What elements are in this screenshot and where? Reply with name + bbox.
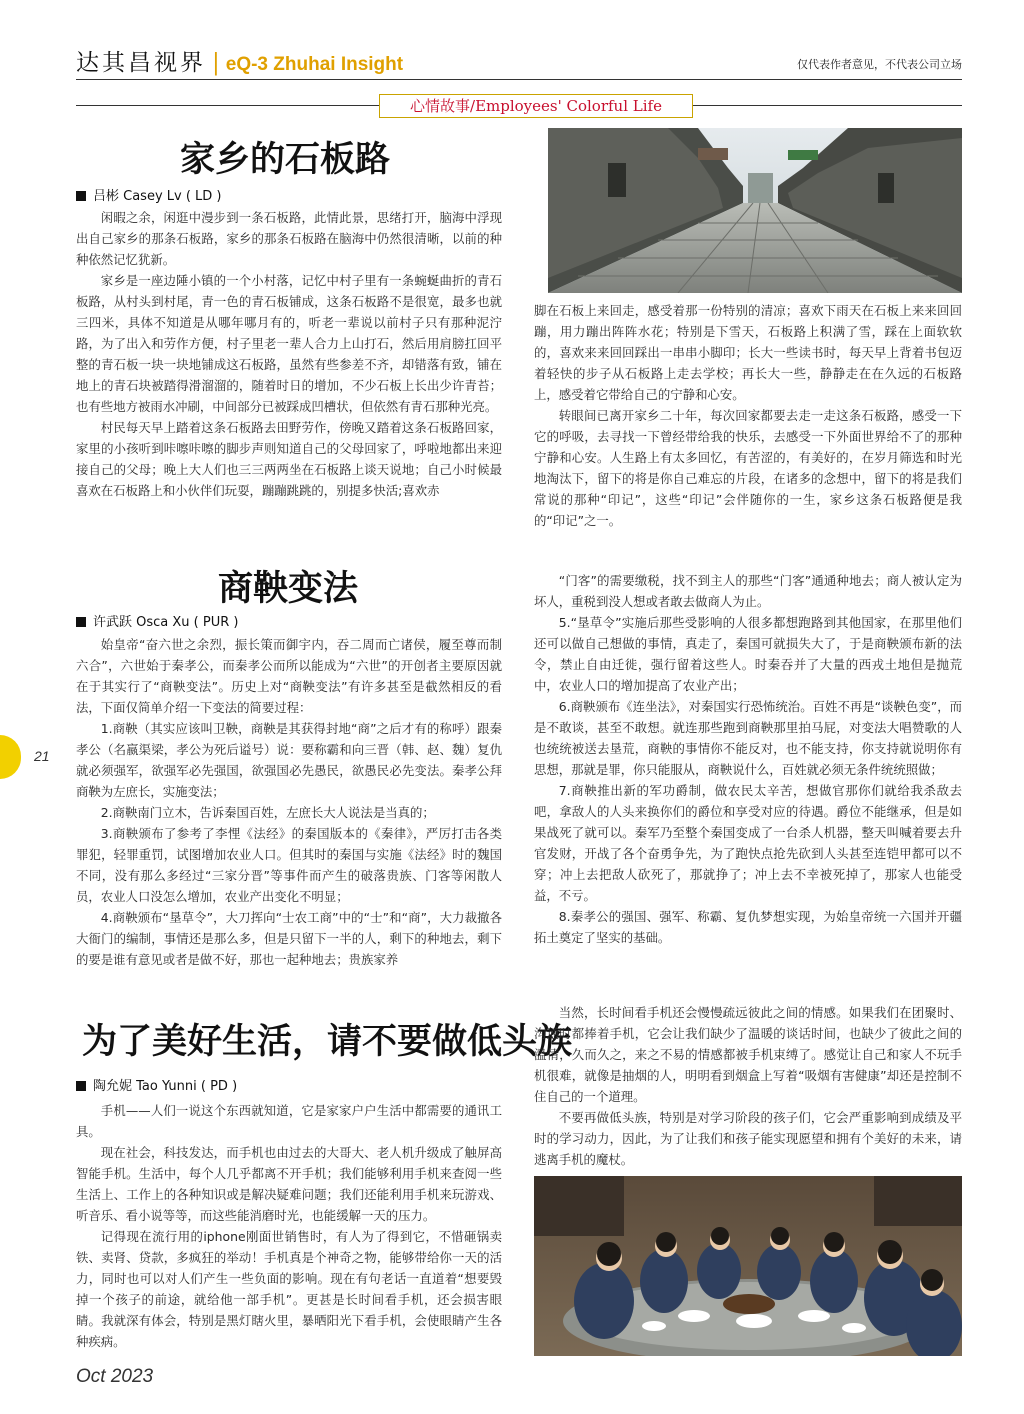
- paragraph: 手机——人们一说这个东西就知道，它是家家户户生活中都需要的通讯工具。: [76, 1103, 502, 1139]
- paragraph: 6.商鞅颁布《连坐法》，对秦国实行恐怖统治。百姓不再是“谈鞅色变”，而是不敢谈，甚至不敢想。就连那些跑到商鞅那里拍马屁，对变法大唱赞歌的人也统统被送去垦荒，商鞅的事情你不能反对，也不能支持，你支持就说明你有思想，那就是罪，你只能服从，商鞅说什么，百姓就必须无条件统统照做；: [534, 699, 962, 777]
- paragraph: 8.秦孝公的强国、强军、称霸、复仇梦想实现，为始皇帝统一六国并开疆拓土奠定了坚实的基础。: [534, 909, 962, 945]
- article-column: [76, 1100, 502, 1360]
- paragraph: 转眼间已离开家乡二十年，每次回家都要去走一走这条石板路，感受一下它的呼吸，去寻找一下曾经带给我的快乐，去感受一下外面世界给不了的那种宁静和心安。人生路上有太多回忆，有苦涩的，有美好的，在岁月筛选和时光地淘汰下，留下的将是你自己难忘的片段，在诸多的念想中，留下的将是我们常说的那种“印记”，这些“印记”会伴随你的一生，家乡这条石板路便是我的“印记”之一。: [534, 408, 962, 528]
- author-bullet: [76, 1081, 86, 1091]
- paragraph: 不要再做低头族，特别是对学习阶段的孩子们，它会严重影响到成绩及平时的学习动力，因此，为了让我们和孩子能实现愿望和拥有个美好的未来，请逃离手机的魔杖。: [534, 1110, 962, 1167]
- article-column: [76, 634, 502, 984]
- paragraph: 7.商鞅推出新的军功爵制，做农民太辛苦，想做官那你们就给我杀敌去吧，拿敌人的人头来换你们的爵位和享受对应的待遇。爵位不能继承，但是如果战死了就可以。秦军乃至整个秦国变成了一台杀人机器，整天叫喊着要去升官发财，开战了各个奋勇争先，为了跑快点抢先砍到人头甚至连铠甲都可以不穿；冲上去把敌人砍死了，那就挣了；冲上去不幸被死掉了，那家人也能受益，不亏。: [534, 783, 962, 903]
- page-number: 21: [34, 748, 50, 764]
- page-tab: [0, 735, 21, 779]
- column-title: 心情故事/Employees' Colorful Life: [379, 94, 693, 118]
- author-line: [76, 611, 238, 630]
- paragraph: 始皇帝“奋六世之余烈，振长策而御宇内，吞二周而亡诸侯，履至尊而制六合”，六世始于秦孝公，而秦孝公而所以能成为“六世”的开创者主要原因就在于其实行了“商鞅变法”。历史上对“商鞅变法”有许多甚至是截然相反的看法，下面仅简单介绍一下变法的简要过程：: [76, 637, 502, 715]
- paragraph: 4.商鞅颁布“垦草令”，大刀挥向“士农工商”中的“士”和“商”，大力裁撤各大衙门的编制，事情还是那么多，但是只留下一半的人，剩下的种地去，剩下的要是谁有意见或者是做不好，那也一起种地去；贵族家养: [76, 910, 502, 967]
- author-name: 吕彬 Casey Lv ( LD ): [93, 189, 222, 204]
- article-title: 家乡的石板路: [180, 139, 391, 180]
- paragraph: 村民每天早上踏着这条石板路去田野劳作，傍晚又踏着这条石板路回家，家里的小孩听到咔嚓咔嚓的脚步声则知道自己的父母回家了，呼啦地都出来迎接自己的父母；晚上大人们也三三两两坐在石板路上谈天说地；自己小时候最喜欢在石板路上和小伙伴们玩耍，蹦蹦跳跳的，别提多快活;喜欢赤: [76, 420, 502, 498]
- stone-path-illustration: [548, 128, 962, 293]
- paragraph: 现在社会，科技发达，而手机也由过去的大哥大、老人机升级成了触屏高智能手机。生活中，每个人几乎都离不开手机；我们能够利用手机来查阅一些生活上、工作上的各种知识或是解决疑难问题；我们还能利用手机来玩游戏、听音乐、看小说等等，而这些能消磨时光，也能缓解一天的压力。: [76, 1145, 502, 1223]
- dinner-illustration: [534, 1176, 962, 1356]
- author-bullet: [76, 191, 86, 201]
- article-column: [534, 570, 962, 984]
- paragraph: 2.商鞅南门立木，告诉秦国百姓，左庶长大人说法是当真的；: [100, 805, 435, 820]
- paragraph: 3.商鞅颁布了参考了李悝《法经》的秦国版本的《秦律》，严厉打击各类罪犯，轻罪重罚，试图增加农业人口。但其时的秦国与实施《法经》时的魏国不同，没有那么多经过“三家分晋”等事件而产生的破落贵族、门客等闲散人员，农业人口没怎么增加，农业产出变化不明显；: [76, 826, 502, 904]
- author-line: [76, 185, 222, 204]
- header-rule: [76, 79, 962, 80]
- author-bullet: [76, 617, 86, 627]
- article-title: 商鞅变法: [218, 568, 359, 609]
- article-column: [76, 207, 502, 545]
- paragraph: 当然，长时间看手机还会慢慢疏远彼此之间的情感。如果我们在团聚时、沟通时都捧着手机，它会让我们缺少了温暖的谈话时间，也缺少了彼此之间的温情，久而久之，来之不易的情感都被手机束缚了。感觉让自己和家人不玩手机很难，就像是抽烟的人，明明看到烟盒上写着“吸烟有害健康”却还是控制不住自己的一个道理。: [534, 1005, 962, 1104]
- stone-path-photo: [548, 128, 962, 293]
- paragraph: 脚在石板上来回走，感受着那一份特别的清凉；喜欢下雨天在石板上来来回回蹦，用力蹦出阵阵水花；特别是下雪天，石板路上积满了雪，踩在上面软软的，喜欢来来回回踩出一串串小脚印；长大一些读书时，每天早上背着书包迈着轻快的步子从石板路上走去学校；再长大一些，静静走在在久远的石板路上，感受着它带给自己的宁静和心安。: [534, 303, 962, 402]
- brand-cn: 达其昌视界: [76, 50, 206, 76]
- brand: [76, 44, 403, 77]
- article-title: 为了美好生活，请不要做低头族: [82, 1021, 573, 1062]
- paragraph: 家乡是一座边陲小镇的一个小村落，记忆中村子里有一条蜿蜒曲折的青石板路，从村头到村尾，青一色的青石板铺成，这条石板路不是很宽，最多也就三四米，具体不知道是从哪年哪月有的，听老一辈说以前村子只有那种泥泞路，为了出入和劳作方便，村子里老一辈人合力上山打石，然后用肩膀扛回平整的青石板一块一块地铺成这石板路，虽然有些参差不齐，却错落有致，铺在地上的青石块被踏得滑溜溜的，随着时日的增加，不少石板上长出少许青苔；也有些地方被雨水冲刷，中间部分已被踩成凹槽状，但依然有青石那种光亮。: [76, 273, 502, 414]
- author-name: 许武跃 Osca Xu ( PUR ): [93, 615, 239, 630]
- brand-en: eQ-3 Zhuhai Insight: [225, 54, 404, 75]
- disclaimer: 仅代表作者意见，不代表公司立场: [797, 58, 962, 71]
- author-line: [76, 1075, 237, 1094]
- dinner-table-photo: [534, 1176, 962, 1356]
- footer-date: Oct 2023: [76, 1366, 154, 1387]
- paragraph: 记得现在流行用的iphone刚面世销售时，有人为了得到它，不惜砸锅卖铁、卖肾、贷款，多疯狂的举动！手机真是个神奇之物，能够带给你一天的活力，同时也可以对人们产生一些负面的影响。现在有句老话一直道着“想要毁掉一个孩子的前途，就给他一部手机”。更甚是长时间看手机，还会损害眼睛。我就深有体会，特别是黑灯瞎火里，暴晒阳光下看手机，会使眼睛产生各种疾病。: [76, 1229, 502, 1349]
- paragraph: 5.“垦草令”实施后那些受影响的人很多都想跑路到其他国家，在那里他们还可以做自己想做的事情，真走了，秦国可就损失大了，于是商鞅颁布新的法令，禁止自由迁徙，强行留着这些人。时秦吞并了大量的西戎土地但是抛荒中，农业人口的增加提高了农业产出；: [534, 615, 962, 693]
- article-column: [534, 1002, 962, 1174]
- paragraph: 1.商鞅（其实应该叫卫鞅，商鞅是其获得封地“商”之后才有的称呼）跟秦孝公（名嬴渠梁，孝公为死后谥号）说：要称霸和向三晋（韩、赵、魏）复仇就必须强军，欲强军必先强国，欲强国必先愚民，欲愚民必先变法。秦孝公拜商鞅为左庶长，实施变法；: [76, 721, 502, 799]
- article-column: [534, 300, 962, 546]
- paragraph: “门客”的需要缴税，找不到主人的那些“门客”通通种地去；商人被认定为坏人，重税到没人想或者敢去做商人为止。: [534, 573, 962, 609]
- brand-separator: |: [212, 50, 220, 76]
- author-name: 陶允妮 Tao Yunni ( PD ): [93, 1079, 238, 1094]
- paragraph: 闲暇之余，闲逛中漫步到一条石板路，此情此景，思绪打开，脑海中浮现出自己家乡的那条石板路，家乡的那条石板路在脑海中仍然很清晰，以前的种种依然记忆犹新。: [76, 210, 502, 267]
